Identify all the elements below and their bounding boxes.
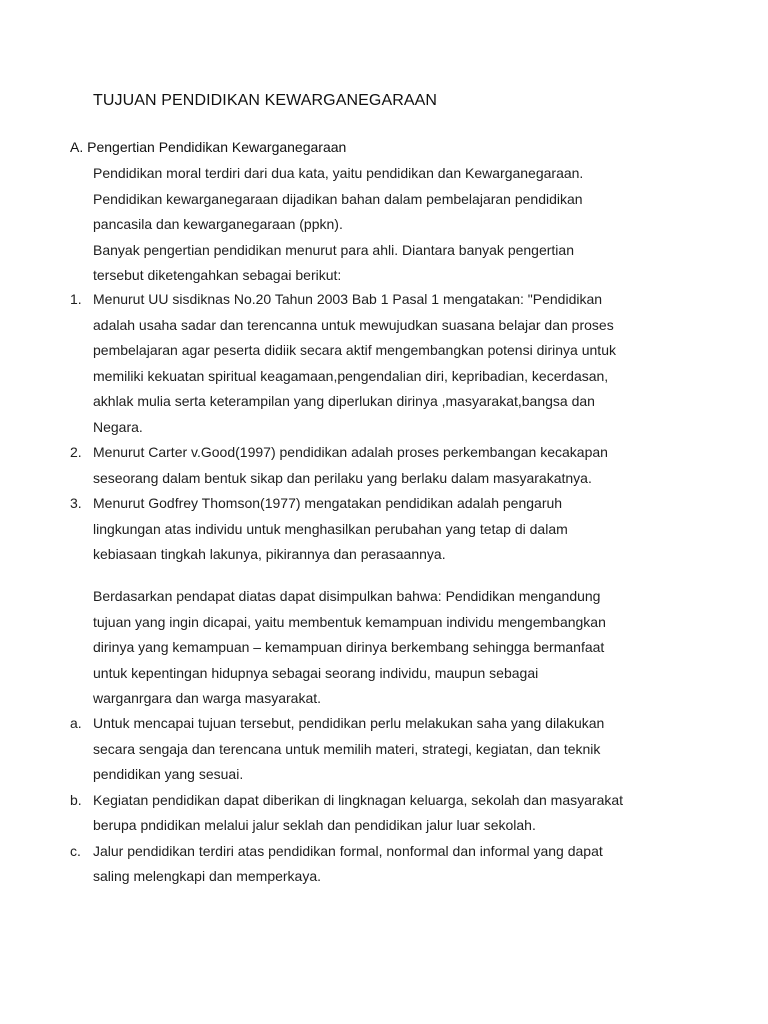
list-marker: a. bbox=[70, 715, 82, 731]
list-item bbox=[70, 839, 623, 890]
list-item-line: Menurut UU sisdiknas No.20 Tahun 2003 Bab 1 Pasal 1 mengatakan: "Pendidikan bbox=[93, 291, 603, 307]
list-item-line: lingkungan atas individu untuk menghasilkan perubahan yang tetap di dalam bbox=[93, 520, 568, 537]
intro-line: Pendidikan kewarganegaraan dijadikan bahan dalam pembelajaran pendidikan bbox=[93, 190, 583, 207]
list-item-line: memiliki kekuatan spiritual keagamaan,pengendalian diri, kepribadian, kecerdasan, bbox=[93, 367, 609, 384]
list-marker: 2. bbox=[70, 444, 82, 460]
list-item-line: secara sengaja dan terencana untuk memilih materi, strategi, kegiatan, dan teknik bbox=[93, 740, 601, 757]
intro-paragraph bbox=[93, 161, 583, 289]
conclusion-line: untuk kepentingan hidupnya sebagai seorang individu, maupun sebagai bbox=[93, 664, 539, 681]
intro-line: pancasila dan kewarganegaraan (ppkn). bbox=[93, 216, 343, 232]
list-marker: c. bbox=[70, 842, 81, 859]
conclusion-line: dirinya yang kemampuan – kemampuan dirinya berkembang sehingga bermanfaat bbox=[93, 639, 605, 655]
document-title: TUJUAN PENDIDIKAN KEWARGANEGARAAN bbox=[93, 92, 438, 109]
list-item-line: adalah usaha sadar dan terencanna untuk mewujudkan suasana belajar dan proses bbox=[93, 316, 614, 333]
conclusion-paragraph bbox=[93, 584, 606, 712]
list-marker: 1. bbox=[70, 291, 82, 307]
list-item-line: akhlak mulia serta keterampilan yang diperlukan dirinya ,masyarakat,bangsa dan bbox=[93, 393, 595, 409]
list-item bbox=[70, 788, 624, 839]
list-item-line: kebiasaan tingkah lakunya, pikirannya dan perasaannya. bbox=[93, 546, 446, 562]
list-item-line: Negara. bbox=[93, 418, 143, 435]
conclusion-line: Berdasarkan pendapat diatas dapat disimpulkan bahwa: Pendidikan mengandung bbox=[93, 588, 601, 604]
intro-line: tersebut diketengahkan sebagai berikut: bbox=[93, 267, 342, 283]
lettered-list bbox=[70, 711, 624, 890]
conclusion-line: warganrgara dan warga masyarakat. bbox=[93, 690, 322, 706]
list-item bbox=[70, 440, 616, 491]
list-item-line: pendidikan yang sesuai. bbox=[93, 766, 244, 782]
list-marker: 3. bbox=[70, 495, 82, 511]
list-item-line: Menurut Godfrey Thomson(1977) mengatakan pendidikan adalah pengaruh bbox=[93, 495, 563, 511]
intro-line: Pendidikan moral terdiri dari dua kata, yaitu pendidikan dan Kewarganegaraan. bbox=[93, 165, 584, 181]
list-item-line: saling melengkapi dan memperkaya. bbox=[93, 868, 322, 884]
list-marker: b. bbox=[70, 791, 82, 808]
list-item-line: pembelajaran agar peserta didiik secara aktif mengembangkan potensi dirinya untuk bbox=[93, 342, 616, 358]
list-item-line: Untuk mencapai tujuan tersebut, pendidikan perlu melakukan saha yang dilakukan bbox=[93, 715, 605, 731]
list-item bbox=[70, 491, 616, 568]
conclusion-line: tujuan yang ingin dicapai, yaitu membentuk kemampuan individu mengembangkan bbox=[93, 613, 606, 630]
list-item bbox=[70, 711, 623, 788]
section-a-heading: A. Pengertian Pendidikan Kewarganegaraan bbox=[70, 139, 347, 155]
list-item-line: seseorang dalam bentuk sikap dan perilaku yang berlaku dalam masyarakatnya. bbox=[93, 469, 592, 486]
list-item bbox=[70, 287, 616, 440]
list-item-line: berupa pndidikan melalui jalur seklah dan pendidikan jalur luar sekolah. bbox=[93, 817, 536, 833]
list-item-line: Menurut Carter v.Good(1997) pendidikan adalah proses perkembangan kecakapan bbox=[93, 444, 608, 460]
list-item-line: Jalur pendidikan terdiri atas pendidikan formal, nonformal dan informal yang dapat bbox=[93, 842, 603, 859]
intro-line: Banyak pengertian pendidikan menurut para ahli. Diantara banyak pengertian bbox=[93, 241, 574, 258]
list-item-line: Kegiatan pendidikan dapat diberikan di lingknagan keluarga, sekolah dan masyarakat bbox=[93, 791, 624, 808]
numbered-list bbox=[70, 287, 616, 568]
